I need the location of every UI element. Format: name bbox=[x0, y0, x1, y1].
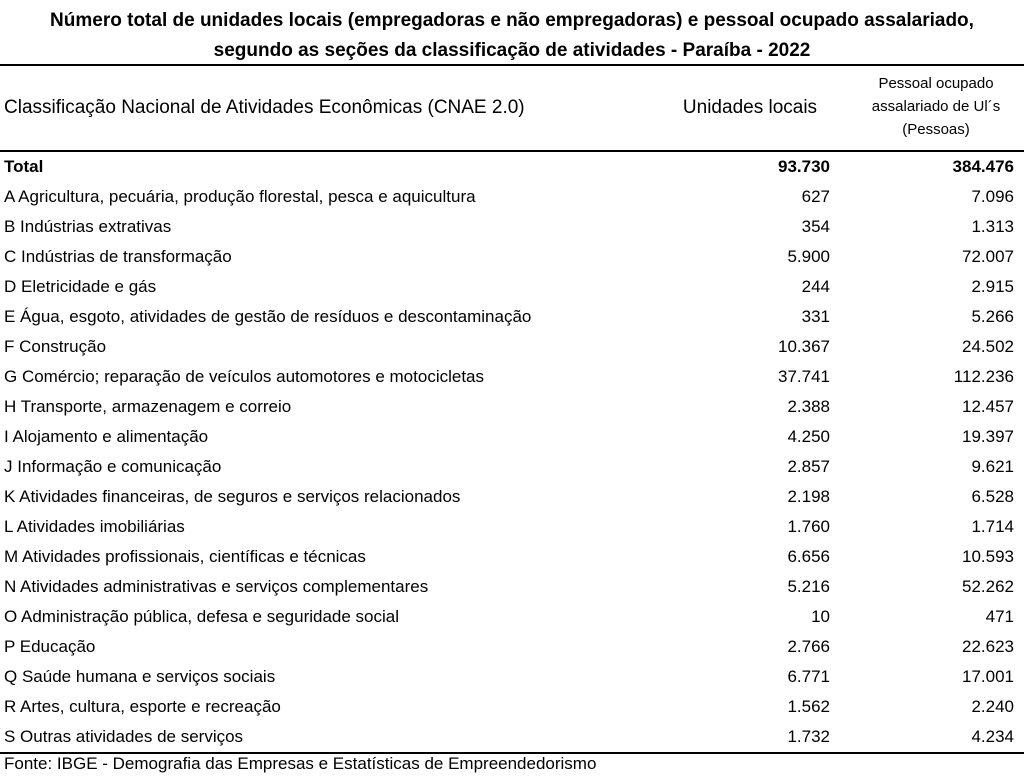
table-row bbox=[0, 422, 1024, 452]
table-row bbox=[0, 572, 1024, 602]
table-title-line-2: segundo as seções da classificação de atividades - Paraíba - 2022 bbox=[213, 40, 811, 61]
table-title bbox=[0, 6, 1024, 66]
table-row bbox=[0, 362, 1024, 392]
table-row bbox=[0, 302, 1024, 332]
row-salaried-staff: 6.528 bbox=[971, 487, 1014, 506]
total-row bbox=[0, 152, 1024, 182]
row-activity: S Outras atividades de serviços bbox=[4, 727, 244, 746]
table-row bbox=[0, 272, 1024, 302]
row-activity: F Construção bbox=[4, 337, 107, 356]
table-row bbox=[0, 452, 1024, 482]
table-row bbox=[0, 212, 1024, 242]
row-local-units: 2.766 bbox=[787, 637, 830, 656]
table-row bbox=[0, 182, 1024, 212]
row-activity: H Transporte, armazenagem e correio bbox=[4, 397, 292, 416]
row-local-units: 2.857 bbox=[787, 457, 830, 476]
row-salaried-staff: 10.593 bbox=[962, 547, 1014, 566]
row-local-units: 2.388 bbox=[787, 397, 830, 416]
row-local-units: 10 bbox=[811, 607, 830, 626]
row-local-units: 1.732 bbox=[787, 727, 830, 746]
table-row bbox=[0, 632, 1024, 662]
table-title-line-1: Número total de unidades locais (empregadoras e não empregadoras) e pessoal ocupado assalariado, bbox=[50, 10, 974, 31]
row-salaried-staff: 7.096 bbox=[971, 187, 1014, 206]
total-label: Total bbox=[4, 157, 44, 176]
row-local-units: 5.216 bbox=[787, 577, 830, 596]
row-activity: Q Saúde humana e serviços sociais bbox=[4, 667, 276, 686]
total-salaried-staff: 384.476 bbox=[952, 157, 1014, 176]
row-salaried-staff: 9.621 bbox=[971, 457, 1014, 476]
header-local-units: Unidades locais bbox=[682, 97, 818, 118]
header-salaried-staff-line-1: Pessoal ocupado bbox=[878, 75, 994, 92]
row-salaried-staff: 24.502 bbox=[962, 337, 1014, 356]
row-local-units: 6.771 bbox=[787, 667, 830, 686]
total-local-units: 93.730 bbox=[778, 157, 830, 176]
table-row bbox=[0, 332, 1024, 362]
row-salaried-staff: 17.001 bbox=[962, 667, 1014, 686]
row-local-units: 10.367 bbox=[778, 337, 830, 356]
header-salaried-staff-line-2: assalariado de Ul´s bbox=[871, 98, 1001, 115]
row-salaried-staff: 19.397 bbox=[962, 427, 1014, 446]
row-activity: J Informação e comunicação bbox=[4, 457, 222, 476]
row-salaried-staff: 1.714 bbox=[971, 517, 1014, 536]
table-row bbox=[0, 482, 1024, 512]
row-salaried-staff: 2.915 bbox=[971, 277, 1014, 296]
row-salaried-staff: 72.007 bbox=[962, 247, 1014, 266]
row-activity: L Atividades imobiliárias bbox=[4, 517, 185, 536]
source-note: Fonte: IBGE - Demografia das Empresas e Estatísticas de Empreendedorismo bbox=[4, 754, 597, 773]
table-row bbox=[0, 392, 1024, 422]
row-activity: O Administração pública, defesa e seguridade social bbox=[4, 607, 400, 626]
row-activity: B Indústrias extrativas bbox=[4, 217, 172, 236]
row-local-units: 37.741 bbox=[778, 367, 830, 386]
row-activity: P Educação bbox=[4, 637, 96, 656]
table-row bbox=[0, 662, 1024, 692]
table-row bbox=[0, 542, 1024, 572]
row-salaried-staff: 5.266 bbox=[971, 307, 1014, 326]
row-salaried-staff: 22.623 bbox=[962, 637, 1014, 656]
row-local-units: 1.760 bbox=[787, 517, 830, 536]
row-local-units: 1.562 bbox=[787, 697, 830, 716]
row-activity: N Atividades administrativas e serviços complementares bbox=[4, 577, 429, 596]
row-salaried-staff: 1.313 bbox=[971, 217, 1014, 236]
row-salaried-staff: 471 bbox=[985, 607, 1014, 626]
row-salaried-staff: 2.240 bbox=[971, 697, 1014, 716]
row-salaried-staff: 52.262 bbox=[962, 577, 1014, 596]
row-activity: D Eletricidade e gás bbox=[4, 277, 157, 296]
row-salaried-staff: 4.234 bbox=[971, 727, 1014, 746]
header-salaried-staff-line-3: (Pessoas) bbox=[902, 121, 970, 138]
table-row bbox=[0, 692, 1024, 722]
row-local-units: 331 bbox=[801, 307, 830, 326]
table-row bbox=[0, 722, 1024, 752]
header-activity-classification: Classificação Nacional de Atividades Econômicas (CNAE 2.0) bbox=[4, 97, 525, 118]
row-local-units: 5.900 bbox=[787, 247, 830, 266]
row-activity: A Agricultura, pecuária, produção florestal, pesca e aquicultura bbox=[4, 187, 476, 206]
data-table bbox=[0, 64, 1024, 754]
table-header bbox=[0, 66, 1024, 150]
table-row bbox=[0, 242, 1024, 272]
row-local-units: 244 bbox=[801, 277, 830, 296]
row-activity: G Comércio; reparação de veículos automotores e motocicletas bbox=[4, 367, 485, 386]
table-row bbox=[0, 602, 1024, 632]
row-activity: M Atividades profissionais, científicas e técnicas bbox=[4, 547, 366, 566]
row-salaried-staff: 12.457 bbox=[962, 397, 1014, 416]
row-activity: K Atividades financeiras, de seguros e serviços relacionados bbox=[4, 487, 461, 506]
row-salaried-staff: 112.236 bbox=[953, 367, 1014, 386]
row-activity: E Água, esgoto, atividades de gestão de resíduos e descontaminação bbox=[4, 307, 532, 326]
row-activity: I Alojamento e alimentação bbox=[4, 427, 209, 446]
row-local-units: 6.656 bbox=[787, 547, 830, 566]
row-activity: R Artes, cultura, esporte e recreação bbox=[4, 697, 281, 716]
row-local-units: 4.250 bbox=[787, 427, 830, 446]
row-local-units: 354 bbox=[801, 217, 830, 236]
header-salaried-staff bbox=[850, 72, 1022, 141]
row-local-units: 2.198 bbox=[787, 487, 830, 506]
row-local-units: 627 bbox=[801, 187, 830, 206]
row-activity: C Indústrias de transformação bbox=[4, 247, 232, 266]
table-row bbox=[0, 512, 1024, 542]
